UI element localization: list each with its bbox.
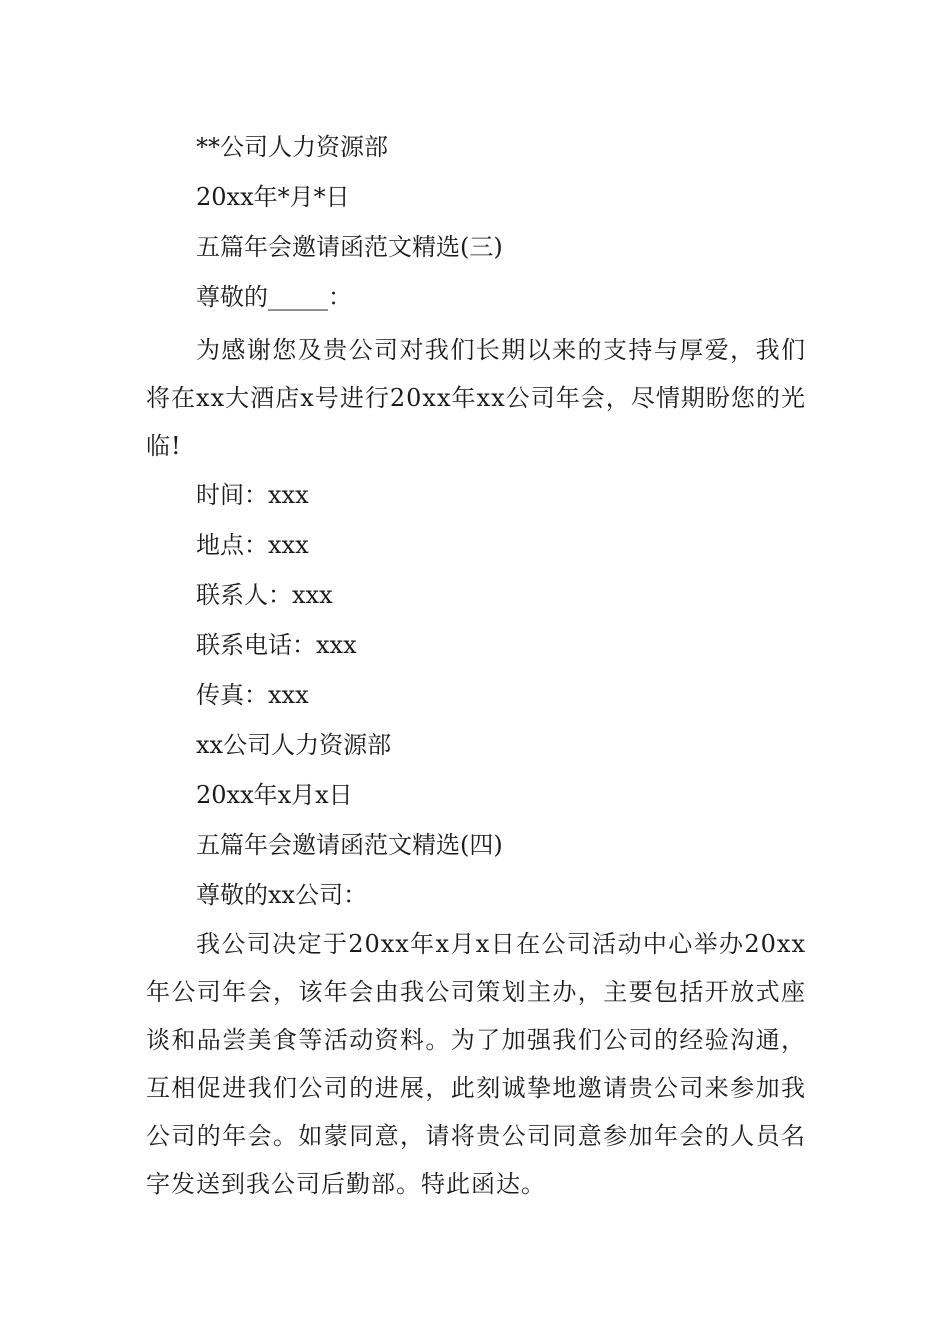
detail-location: 地点：xxx [196,531,309,559]
detail-contact: 联系人：xxx [196,581,333,609]
invitation-body: 为感谢您及贵公司对我们长期以来的支持与厚爱，我们将在xx大酒店x号进行20xx年xx公司年会，尽情期盼您的光临! [146,336,806,460]
signature-line: xx公司人力资源部 [196,731,392,759]
invitation-body: 我公司决定于20xx年x月x日在公司活动中心举办20xx年公司年会，该年会由我公司策划主办，主要包括开放式座谈和品尝美食等活动资料。为了加强我们公司的经验沟通，互相促进我们公司的进展，此刻诚挚地邀请贵公司来参加我公司的年会。如蒙同意，请将贵公司同意参加年会的人员名字发送到我公司后勤部。特此函达。 [146,930,806,1198]
date-line: 20xx年x月x日 [196,781,353,809]
salutation-line: 尊敬的xx公司： [196,881,368,909]
detail-fax: 传真：xxx [196,681,309,709]
date-line: 20xx年*月*日 [196,183,350,211]
detail-phone: 联系电话：xxx [196,631,357,659]
document-page [146,122,806,1208]
section-heading: 五篇年会邀请函范文精选(三) [196,233,503,261]
salutation-line: 尊敬的_____： [196,283,352,311]
signature-line: **公司人力资源部 [196,133,388,161]
section-heading: 五篇年会邀请函范文精选(四) [196,831,503,859]
detail-time: 时间：xxx [196,481,309,509]
